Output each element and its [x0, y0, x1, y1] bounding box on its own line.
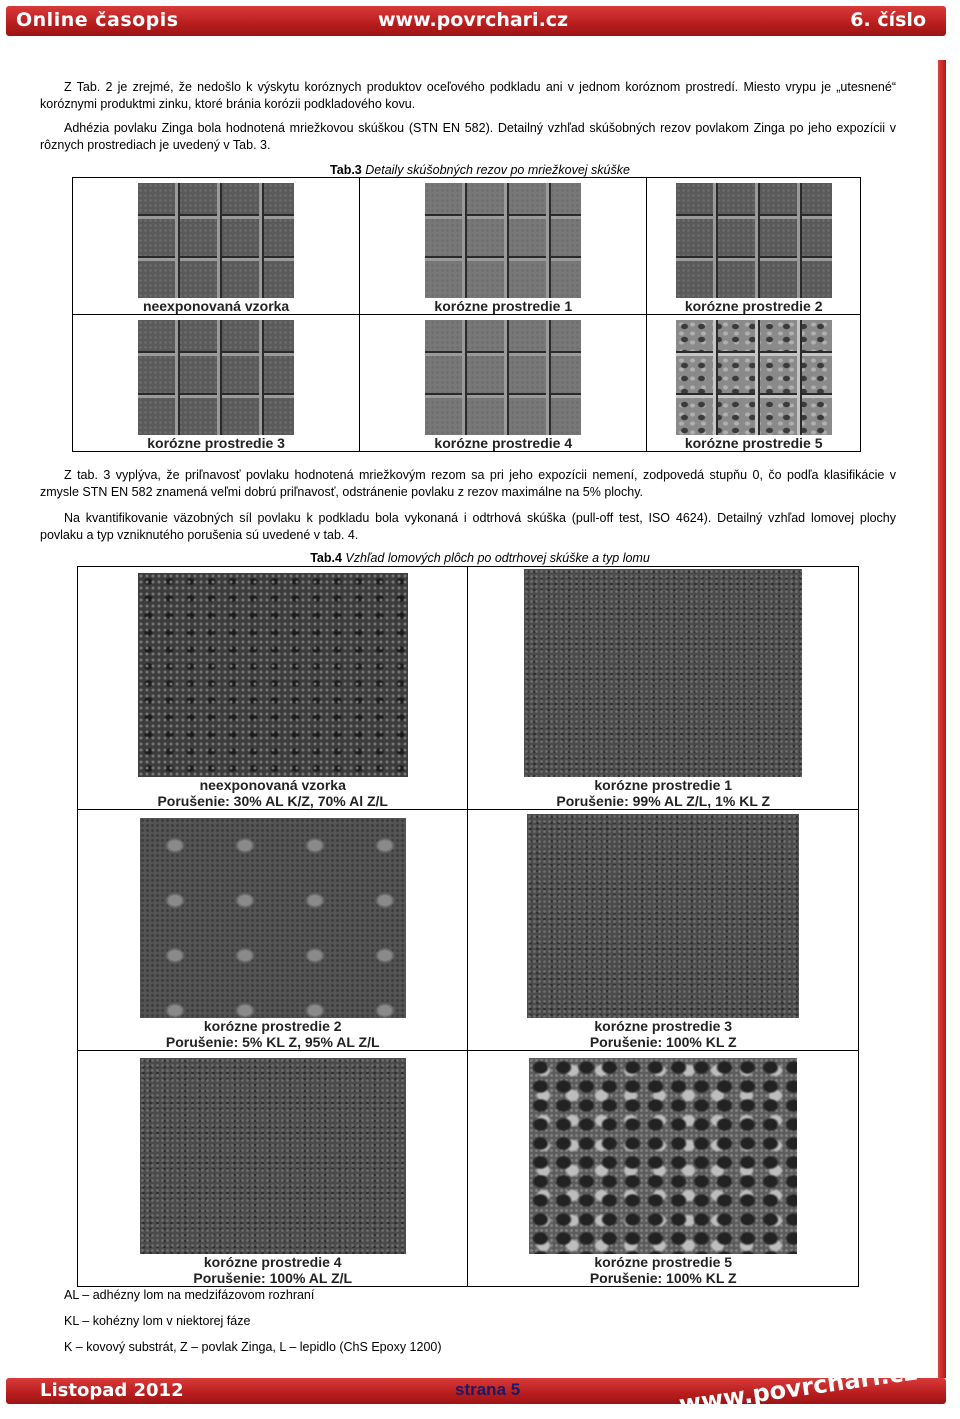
decorative-side-bar	[938, 60, 946, 1378]
tab4-cell	[78, 567, 468, 810]
legend-k-z-l: K – kovový substrát, Z – povlak Zinga, L – lepidlo (ChS Epoxy 1200)	[64, 1340, 442, 1354]
tab4-cell-result: Porušenie: 5% KL Z, 95% AL Z/L	[165, 1034, 380, 1050]
tab4-label: Tab.4	[310, 551, 342, 565]
tab4-cell-name: korózne prostredie 3	[594, 1018, 733, 1034]
tab3-title: Detaily skúšobných rezov po mriežkovej skúške	[365, 163, 630, 177]
tab4-title: Vzhľad lomových plôch po odtrhovej skúške a typ lomu	[345, 551, 650, 565]
fracture-photo	[140, 818, 406, 1018]
tab4-cell	[468, 810, 859, 1051]
fracture-photo	[138, 573, 408, 777]
fracture-photo	[527, 814, 799, 1018]
tab3-cell-label: korózne prostredie 4	[434, 435, 573, 451]
fracture-photo	[140, 1058, 406, 1254]
tab4-cell-result: Porušenie: 100% AL Z/L	[193, 1270, 353, 1286]
tab4-cell-result: Porušenie: 100% KL Z	[589, 1034, 737, 1050]
crosscut-photo	[425, 320, 581, 435]
fracture-photo	[529, 1058, 797, 1254]
tab4-cell-name: korózne prostredie 2	[203, 1018, 342, 1034]
tab3-cell	[647, 315, 861, 452]
tab4-cell-result: Porušenie: 30% AL K/Z, 70% Al Z/L	[157, 793, 388, 809]
paragraph-2: Adhézia povlaku Zinga bola hodnotená mriežkovou skúškou (STN EN 582). Detailný vzhľad skúšobných rezov povlakom Zinga po jeho expozícii v rôznych prostrediach je uvedený v Tab. 3.	[40, 121, 896, 152]
tab4-caption	[260, 551, 700, 565]
tab4-cell	[78, 1051, 468, 1287]
tab4-cell-result: Porušenie: 100% KL Z	[589, 1270, 737, 1286]
tab4-cell	[468, 1051, 859, 1287]
tab3-cell-label: korózne prostredie 2	[684, 298, 823, 314]
tab4-cell-name: korózne prostredie 1	[594, 777, 733, 793]
tab3-cell-label: neexponovaná vzorka	[142, 298, 290, 314]
fracture-photo	[524, 569, 802, 777]
legend-kl: KL – kohézny lom v niektorej fáze	[64, 1314, 251, 1328]
tab3-label: Tab.3	[330, 163, 362, 177]
tab4-cell-result: Porušenie: 99% AL Z/L, 1% KL Z	[556, 793, 771, 809]
page-header	[6, 6, 946, 36]
crosscut-photo	[138, 183, 294, 298]
crosscut-photo	[676, 183, 832, 298]
tab4-table	[77, 566, 859, 1287]
crosscut-photo	[425, 183, 581, 298]
paragraph-1: Z Tab. 2 je zrejmé, že nedošlo k výskytu koróznych produktov oceľového podkladu ani v jednom koróznom prostredí. Miesto vrypu je „utesnené“ koróznymi produktmi zinku, ktoré bránia korózii podkladového kovu.	[40, 80, 896, 111]
tab4-cell	[468, 567, 859, 810]
legend-al: AL – adhézny lom na medzifázovom rozhraní	[64, 1288, 315, 1302]
issue-date: Listopad 2012	[40, 1380, 184, 1401]
magazine-logo: Online časopis	[16, 9, 179, 31]
issue-number: 6. číslo	[850, 9, 926, 31]
footer-watermark[interactable]: www.povrchari.cz	[677, 1357, 919, 1419]
crosscut-photo	[138, 320, 294, 435]
tab3-cell-label: korózne prostredie 5	[684, 435, 823, 451]
header-url[interactable]: www.povrchari.cz	[378, 9, 569, 31]
tab4-cell-name: korózne prostredie 4	[203, 1254, 342, 1270]
tab4-cell	[78, 810, 468, 1051]
tab3-cell	[360, 178, 647, 315]
tab3-cell	[73, 178, 360, 315]
tab3-cell-label: korózne prostredie 3	[147, 435, 285, 451]
tab4-cell-name: korózne prostredie 5	[594, 1254, 733, 1270]
paragraph-4: Na kvantifikovanie väzobných síl povlaku k podkladu bola vykonaná i odtrhová skúška (pull-off test, ISO 4624). Detailný vzhľad lomovej plochy povlaku a typ vzniknutého porušenia sú uvedené v tab. 4.	[40, 511, 896, 542]
tab3-cell	[360, 315, 647, 452]
tab3-table	[72, 177, 861, 452]
page-number: strana 5	[455, 1380, 521, 1399]
tab3-cell-label: korózne prostredie 1	[434, 298, 573, 314]
paragraph-3: Z tab. 3 vyplýva, že priľnavosť povlaku hodnotená mriežkovým rezom sa pri jeho expozícii nemení, zodpovedá stupňu 0, čo podľa klasifikácie v zmysle STN EN 582 znamená veľmi dobrú priľnavosť, odstránenie povlaku z rezov maximálne na 5% plochy.	[40, 468, 896, 499]
tab4-cell-name: neexponovaná vzorka	[199, 777, 346, 793]
crosscut-photo	[676, 320, 832, 435]
tab3-cell	[73, 315, 360, 452]
tab3-caption	[300, 163, 660, 177]
tab3-cell	[647, 178, 861, 315]
